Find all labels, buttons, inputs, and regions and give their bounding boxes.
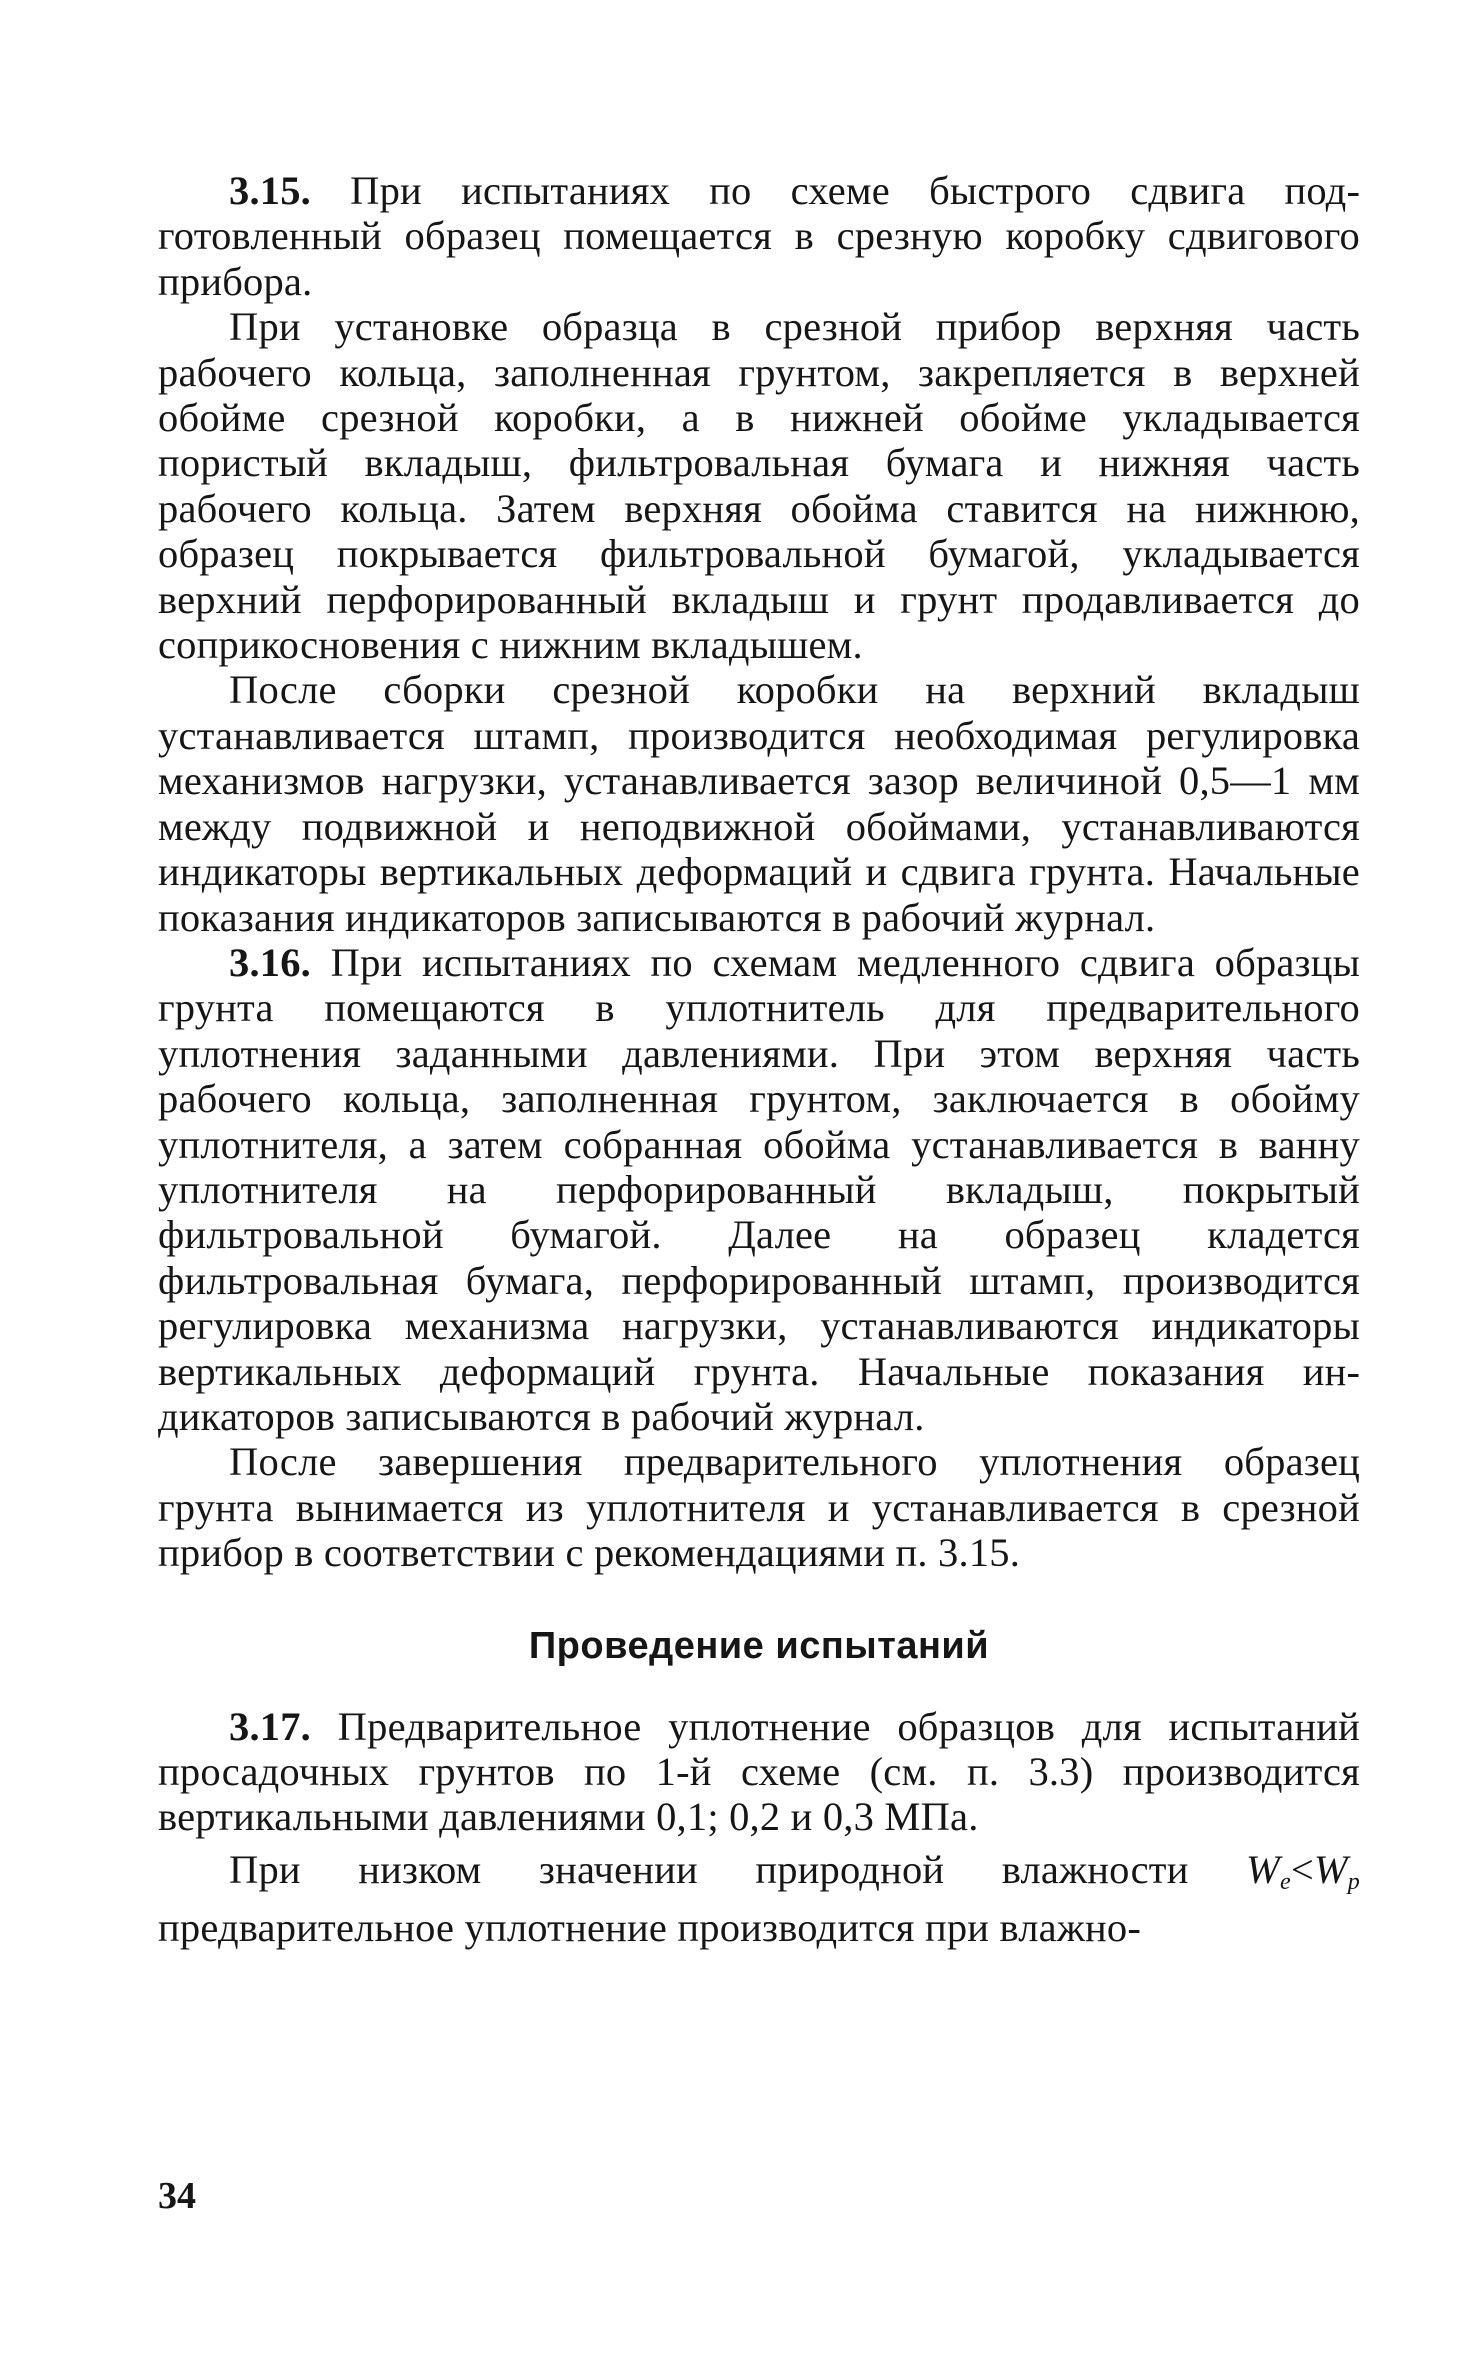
document-page bbox=[158, 168, 1360, 1951]
paragraph-3-17 bbox=[158, 1704, 1360, 1840]
page-number: 34 bbox=[158, 2175, 196, 2217]
text-before-formula: При низком значении природной влажности bbox=[229, 1846, 1247, 1892]
paragraph-text: Предварительное уплотнение образцов для испытаний просадочных грунтов по 1-й схеме (см. п. 3.3) производится вертикальными давлениями 0,1; 0,2 и 0,3 МПа. bbox=[158, 1703, 1360, 1840]
paragraph-3-16 bbox=[158, 940, 1360, 1439]
paragraph-box-assembly: После сборки срезной коробки на верхний вкладыш устанавливается штамп, производится необходимая регулировка механизмов нагрузки, устанавливается зазор величиной 0,5—1 мм между подвижной и неподвижной обоймами, устанавливаются индикаторы вертикальных деформаций и сдвига грунта. Начальные показания индикаторов записываются в рабочий журнал. bbox=[158, 667, 1360, 940]
formula-w-e: $W_e$ bbox=[1246, 1846, 1291, 1895]
section-number: 3.17. bbox=[229, 1703, 311, 1749]
section-number: 3.16. bbox=[229, 939, 311, 985]
paragraph-after-consolidation: После завершения предварительного уплотнения образец грунта вынимается из уплотнителя и устанавливается в срезной прибор в соответствии с рекомендациями п. 3.15. bbox=[158, 1439, 1360, 1576]
paragraph-text: При испытаниях по схеме быстрого сдвига подготовленный образец помещается в срезную коробку сдвигового прибора. bbox=[158, 168, 1360, 304]
formula-operator: < bbox=[1290, 1846, 1314, 1892]
formula-w-p: $W_p$ bbox=[1313, 1846, 1360, 1895]
paragraph-low-moisture bbox=[158, 1847, 1360, 1951]
paragraph-3-15 bbox=[158, 168, 1360, 304]
section-heading: Проведение испытаний bbox=[528, 1624, 990, 1667]
text-after-formula: предварительное уплотнение производится при влажно- bbox=[158, 1905, 1142, 1951]
paragraph-sample-installation: При установке образца в срезной прибор верхняя часть рабочего кольца, заполненная грунтом, закрепляется в верхней обойме срезной коробки, а в нижней обойме укладывается пористый вкладыш, фильтровальная бумага и нижняя часть рабочего кольца. Затем верхняя обойма ставится на нижнюю, образец покрывается фильтровальной бумагой, укладывается верхний перфорированный вкладыш и грунт продавливается до соприкосновения с нижним вкладышем. bbox=[158, 304, 1360, 668]
paragraph-text: При испытаниях по схемам медленного сдвига образцы грунта помещаются в уплотнитель для предварительного уплотнения заданными давлениями. При этом верхняя часть рабочего кольца, заполненная грунтом, заключается в обойму уплотнителя, а затем собранная обойма устанавливается в ванну уплотнителя на перфорированный вкладыш, покрытый фильтровальной бумагой. Далее на образец кладется фильтровальная бумага, перфорированный штамп, производится регулировка механизма нагрузки, устанавливаются индикаторы вертикальных деформаций грунта. Начальные показания индикаторов записываются в рабочий журнал. bbox=[158, 939, 1360, 1439]
section-number: 3.15. bbox=[229, 168, 311, 213]
